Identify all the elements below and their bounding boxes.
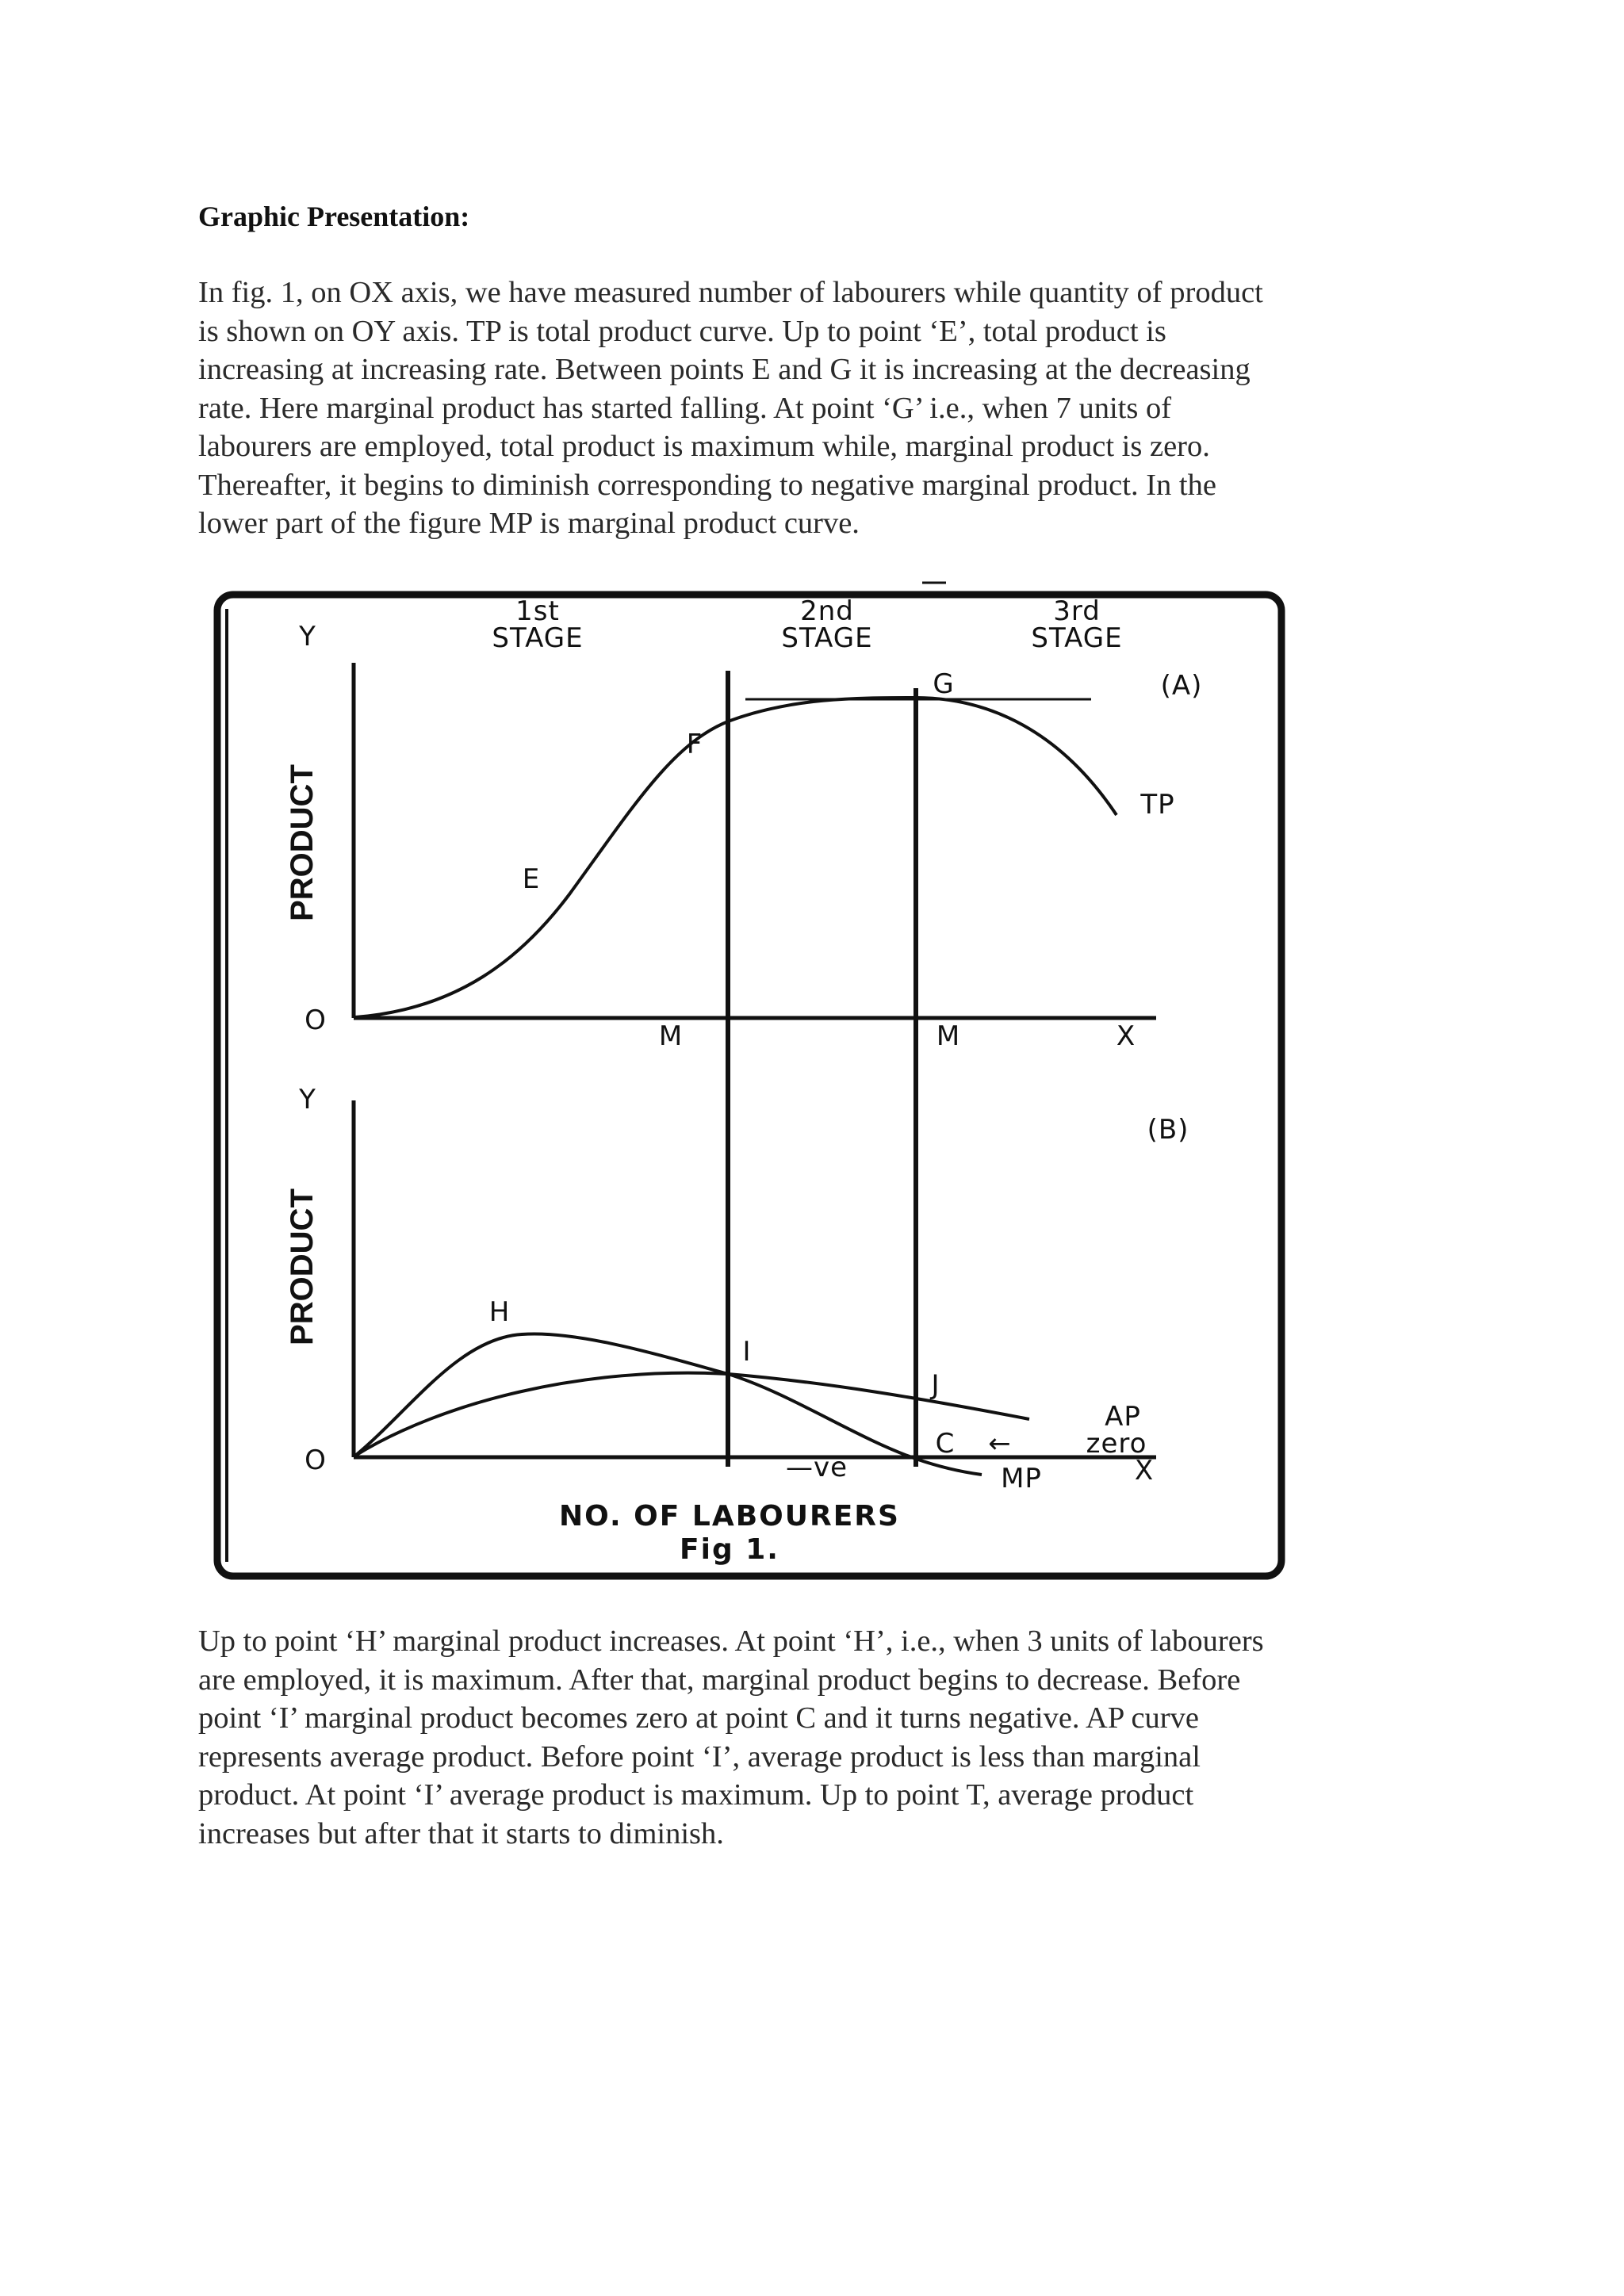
paragraph-line: rate. Here marginal product has started falling. At point ‘G’ i.e., when 7 units of — [198, 391, 1172, 425]
panel-b-y-label: Y — [299, 1084, 316, 1115]
panel-a-x-mark-2: M — [936, 1020, 961, 1052]
panel-a-tag: (A) — [1160, 670, 1203, 702]
paragraph-line: represents average product. Before point ‘I’, average product is less than marginal — [198, 1739, 1201, 1774]
paragraph-line: increasing at increasing rate. Between points E and G it is increasing at the decreasing — [198, 353, 1251, 386]
zero-label: zero — [1086, 1428, 1147, 1460]
tp-curve-label: TP — [1140, 789, 1175, 821]
paragraph-line: is shown on OY axis. TP is total product curve. Up to point ‘E’, total product is — [198, 314, 1166, 348]
point-f-label: F — [686, 729, 703, 760]
stage-1-label: STAGE — [492, 622, 584, 654]
paragraph-line: point ‘I’ marginal product becomes zero at point C and it turns negative. AP curve — [198, 1701, 1199, 1735]
paragraph-line: Up to point ‘H’ marginal product increases. At point ‘H’, i.e., when 3 units of labourers — [198, 1624, 1264, 1658]
panel-b-x-label: X — [1134, 1455, 1155, 1487]
paragraph-line: increases but after that it starts to diminish. — [198, 1816, 724, 1850]
point-h-label: H — [488, 1296, 511, 1328]
x-axis-title: NO. OF LABOURERS — [559, 1500, 900, 1533]
panel-a-y-title: PRODUCT — [285, 764, 320, 921]
paragraph-line: labourers are employed, total product is maximum while, marginal product is zero. — [198, 430, 1210, 463]
explanation-paragraph — [198, 1622, 1435, 1853]
section-heading: Graphic Presentation: — [198, 201, 470, 232]
panel-b-origin: O — [304, 1445, 327, 1476]
point-j-label: J — [931, 1369, 940, 1401]
paragraph-line: lower part of the figure MP is marginal product curve. — [198, 507, 860, 540]
paragraph-line: In fig. 1, on OX axis, we have measured number of labourers while quantity of product — [198, 276, 1263, 309]
panel-a-origin: O — [304, 1004, 327, 1036]
figure-caption: Fig 1. — [680, 1533, 779, 1566]
production-stages-figure — [205, 577, 1291, 1584]
paragraph-line: are employed, it is maximum. After that, marginal product begins to decrease. Before — [198, 1663, 1241, 1697]
stage-2-number: 2nd — [800, 595, 854, 627]
intro-paragraph — [198, 274, 1435, 543]
figure-svg — [205, 577, 1291, 1584]
panel-b-tag: (B) — [1147, 1114, 1189, 1146]
ap-curve-label: AP — [1105, 1401, 1141, 1433]
paragraph-line: Thereafter, it begins to diminish corresponding to negative marginal product. In the — [198, 468, 1216, 502]
panel-a-y-label: Y — [299, 621, 316, 652]
zero-arrow: ← — [988, 1428, 1012, 1460]
panel-b-y-title: PRODUCT — [285, 1188, 320, 1345]
point-i-label: I — [742, 1336, 752, 1368]
point-g-label: G — [933, 668, 955, 700]
stage-3-label: STAGE — [1031, 622, 1123, 654]
negative-label: —ve — [785, 1452, 848, 1483]
stage-3-number: 3rd — [1053, 595, 1101, 627]
stage-2-label: STAGE — [781, 622, 873, 654]
panel-a-x-label: X — [1116, 1020, 1136, 1052]
point-c-label: C — [935, 1428, 956, 1460]
panel-a-x-mark-1: M — [658, 1020, 684, 1052]
point-e-label: E — [522, 863, 541, 895]
paragraph-line: product. At point ‘I’ average product is maximum. Up to point T, average product — [198, 1778, 1194, 1812]
stage-1-number: 1st — [515, 595, 560, 627]
mp-curve-label: MP — [1001, 1463, 1042, 1494]
